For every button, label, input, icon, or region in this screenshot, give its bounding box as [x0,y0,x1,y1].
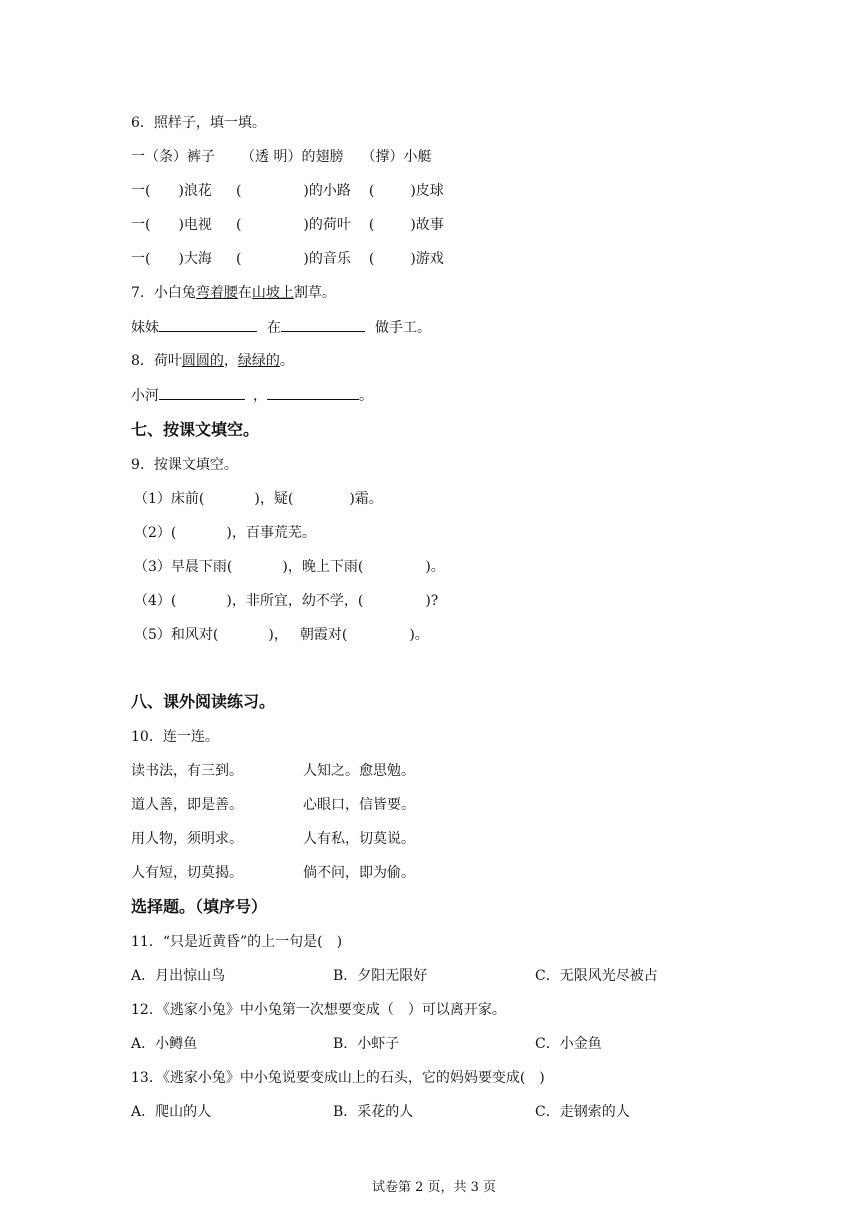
q6-row2-c: ( [235,217,242,233]
q8-prefix: 8．荷叶 [131,353,182,369]
q8-fill-b: ， [253,388,267,404]
q6-row2-a: 一( [131,217,151,233]
page-footer: 试卷第 2 页，共 3 页 [371,1180,497,1195]
q9-3c: )。 [425,559,445,575]
q9-3a: （3）早晨下雨( [134,559,233,575]
q6-example-1: 一（条）裤子 [131,149,215,165]
choice-section-heading: 选择题。（填序号） [131,897,268,916]
q7-suffix: 割草。 [293,285,336,301]
q11-option-a[interactable]: A．月出惊山鸟 [131,968,226,984]
q7-prefix: 7．小白兔 [131,285,196,301]
q7-underlined-1: 弯着腰 [195,285,238,301]
q10-right-3: 人有私，切莫说。 [303,831,415,847]
q9-1a: （1）床前( [134,491,205,507]
q8-fill [131,385,373,406]
q7-mid: 在 [237,285,252,301]
q8-fill-c: 。 [359,388,373,404]
q10-right-1: 人知之。愈思勉。 [303,763,415,779]
q9-item-1 [134,489,383,509]
q6-row1-a: 一( [131,183,151,199]
q6-title: 6．照样子，填一填。 [131,115,266,131]
q8-stem [131,351,294,371]
section-8-heading: 八、课外阅读练习。 [131,692,276,711]
q8-blank-2[interactable] [267,385,359,400]
q6-row1-b: )浪花 [178,183,212,199]
q6-row-1 [131,181,444,201]
q7-blank-2[interactable] [281,317,365,332]
q9-5b: )， [268,627,288,643]
q13-stem: 13．《逃家小兔》中小兔说要变成山上的石头，它的妈妈要变成( ) [131,1070,545,1086]
q6-row3-f: )游戏 [410,251,444,267]
q11-option-b[interactable]: B．夕阳无限好 [333,968,428,984]
q9-1c: )霜。 [349,491,383,507]
q6-row1-c: ( [235,183,242,199]
q6-row3-c: ( [235,251,242,267]
q6-row3-e: ( [368,251,375,267]
q10-right-4: 倘不问，即为偷。 [303,865,415,881]
q7-fill [131,317,431,338]
q12-option-b[interactable]: B．小虾子 [333,1036,400,1052]
q13-option-c[interactable]: C．走钢索的人 [535,1104,630,1120]
q8-underlined-1: 圆圆的 [181,353,224,369]
q9-item-5 [134,625,429,645]
q13-option-a[interactable]: A．爬山的人 [131,1104,212,1120]
q10-left-2: 道人善，即是善。 [131,797,243,813]
q13-option-b[interactable]: B．采花的人 [333,1104,414,1120]
q9-4c: )? [425,593,439,609]
section-7-heading: 七、按课文填空。 [131,420,260,439]
q6-row-2 [131,215,444,235]
q9-5c: 朝霞对( [299,627,348,643]
q10-left-3: 用人物，须明求。 [131,831,243,847]
q9-title: 9．按课文填空。 [131,457,238,473]
q6-row2-b: )电视 [178,217,212,233]
q11-option-c[interactable]: C．无限风光尽被占 [535,968,658,984]
q7-fill-b: 在 [267,320,281,336]
q6-row-3 [131,249,444,269]
q6-row1-e: ( [368,183,375,199]
q6-example-2: （透 明）的翅膀 [241,149,344,165]
q6-example-3: （撑）小艇 [361,149,432,165]
q6-row3-d: )的音乐 [303,251,351,267]
q6-row3-a: 一( [131,251,151,267]
q10-left-4: 人有短，切莫揭。 [131,865,243,881]
q6-row3-b: )大海 [178,251,212,267]
q10-left-1: 读书法，有三到。 [131,763,243,779]
q9-3b: )，晚上下雨( [282,559,364,575]
q6-row2-f: )故事 [410,217,444,233]
q8-underlined-2: 绿绿的 [237,353,280,369]
q9-item-4 [134,591,438,611]
q12-option-c[interactable]: C．小金鱼 [535,1036,602,1052]
q9-2b: )，百事荒芜。 [226,525,316,541]
q7-underlined-2: 山坡上 [251,285,294,301]
q7-stem [131,283,336,303]
q9-5a: （5）和风对( [134,627,219,643]
q6-row1-f: )皮球 [410,183,444,199]
q7-fill-a: 妹妹 [131,320,159,336]
q8-blank-1[interactable] [159,385,245,400]
q6-example [131,147,431,167]
q9-5d: )。 [409,627,429,643]
q8-suffix: 。 [279,353,294,369]
q11-stem: 11．“只是近黄昏”的上一句是( ) [131,934,343,950]
q8-sep: ， [223,353,238,369]
q6-row2-e: ( [368,217,375,233]
q9-item-2 [134,523,316,543]
q10-title: 10．连一连。 [131,729,219,745]
q9-1b: )，疑( [254,491,294,507]
q7-fill-c: 做手工。 [375,320,431,336]
q9-4a: （4）( [134,593,177,609]
q6-row2-d: )的荷叶 [303,217,351,233]
q10-right-2: 心眼口，信皆要。 [303,797,415,813]
q12-option-a[interactable]: A．小鳟鱼 [131,1036,198,1052]
q9-2a: （2）( [134,525,177,541]
q9-item-3 [134,557,445,577]
q8-fill-a: 小河 [131,388,159,404]
q6-row1-d: )的小路 [303,183,351,199]
q7-blank-1[interactable] [159,317,257,332]
q12-stem: 12．《逃家小兔》中小兔第一次想要变成（ ）可以离开家。 [131,1002,506,1018]
q9-4b: )，非所宜，幼不学，( [226,593,364,609]
